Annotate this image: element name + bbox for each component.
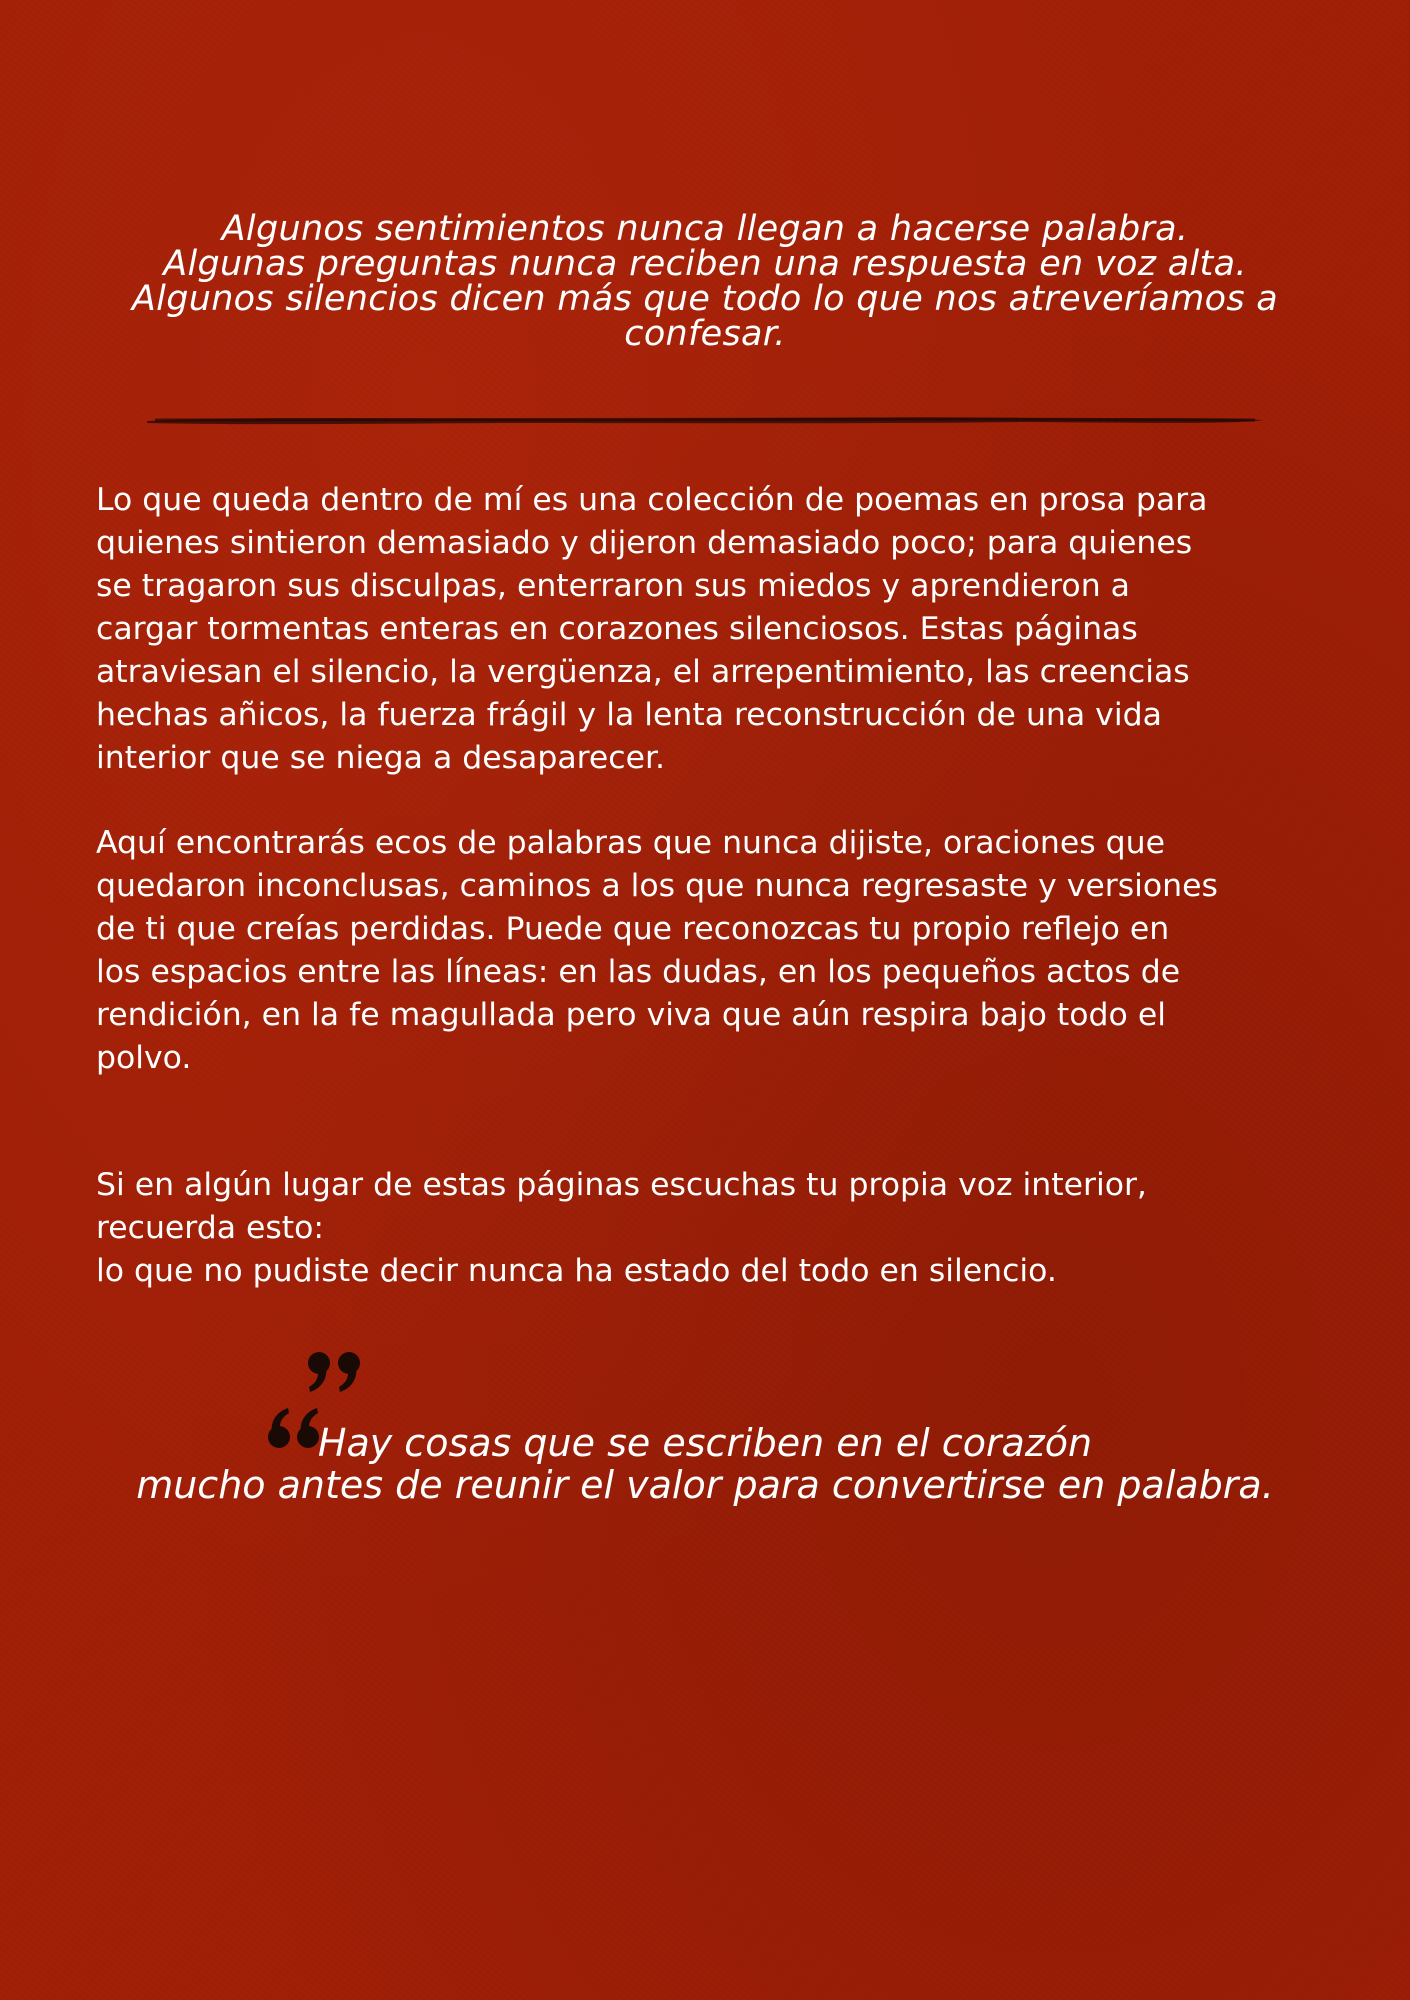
paragraph-line: Si en algún lugar de estas páginas escuchas tu propia voz interior, [96,1167,1147,1203]
paragraph-line: Lo que queda dentro de mí es una colección de poemas en prosa para [96,482,1208,518]
paragraph-line: de ti que creías perdidas. Puede que reconozcas tu propio reflejo en [96,911,1170,947]
brush-divider [145,413,1265,427]
intro-line: Algunos sentimientos nunca llegan a hacerse palabra. [221,209,1189,249]
paragraph-intro [96,479,1336,780]
paragraph-line: lo que no pudiste decir nunca ha estado del todo en silencio. [96,1253,1057,1289]
paragraph-line: se tragaron sus disculpas, enterraron sus miedos y aprendieron a [96,568,1130,604]
quote-close-icon [306,1350,366,1394]
paragraph-line: atraviesan el silencio, la vergüenza, el arrepentimiento, las creencias [96,654,1190,690]
pull-quote-line: Hay cosas que se escriben en el corazón [317,1421,1093,1465]
paragraph-line: rendición, en la fe magullada pero viva que aún respira bajo todo el [96,997,1166,1033]
paragraph-line: los espacios entre las líneas: en las dudas, en los pequeños actos de [96,954,1181,990]
paragraph-line: quedaron inconclusas, caminos a los que nunca regresaste y versiones [96,868,1218,904]
intro-verse [90,209,1320,354]
paragraph-line: polvo. [96,1040,192,1076]
pull-quote-line: mucho antes de reunir el valor para convertirse en palabra. [136,1463,1274,1507]
paragraph-line: cargar tormentas enteras en corazones silenciosos. Estas páginas [96,611,1138,647]
paragraph-line: quienes sintieron demasiado y dijeron demasiado poco; para quienes [96,525,1193,561]
paragraph-line: recuerda esto: [96,1210,325,1246]
intro-line: Algunas preguntas nunca reciben una respuesta en voz alta. [163,244,1247,284]
paragraph-line: interior que se niega a desaparecer. [96,740,666,776]
paragraph-line: hechas añicos, la fuerza frágil y la lenta reconstrucción de una vida [96,697,1162,733]
paragraph-closing [96,1164,1336,1293]
paragraph-line: Aquí encontrarás ecos de palabras que nunca dijiste, oraciones que [96,825,1165,861]
paragraph-echoes [96,822,1336,1080]
intro-line: confesar. [624,314,786,354]
intro-line: Algunos silencios dicen más que todo lo que nos atreveríamos a [131,279,1279,319]
pull-quote [60,1422,1350,1506]
